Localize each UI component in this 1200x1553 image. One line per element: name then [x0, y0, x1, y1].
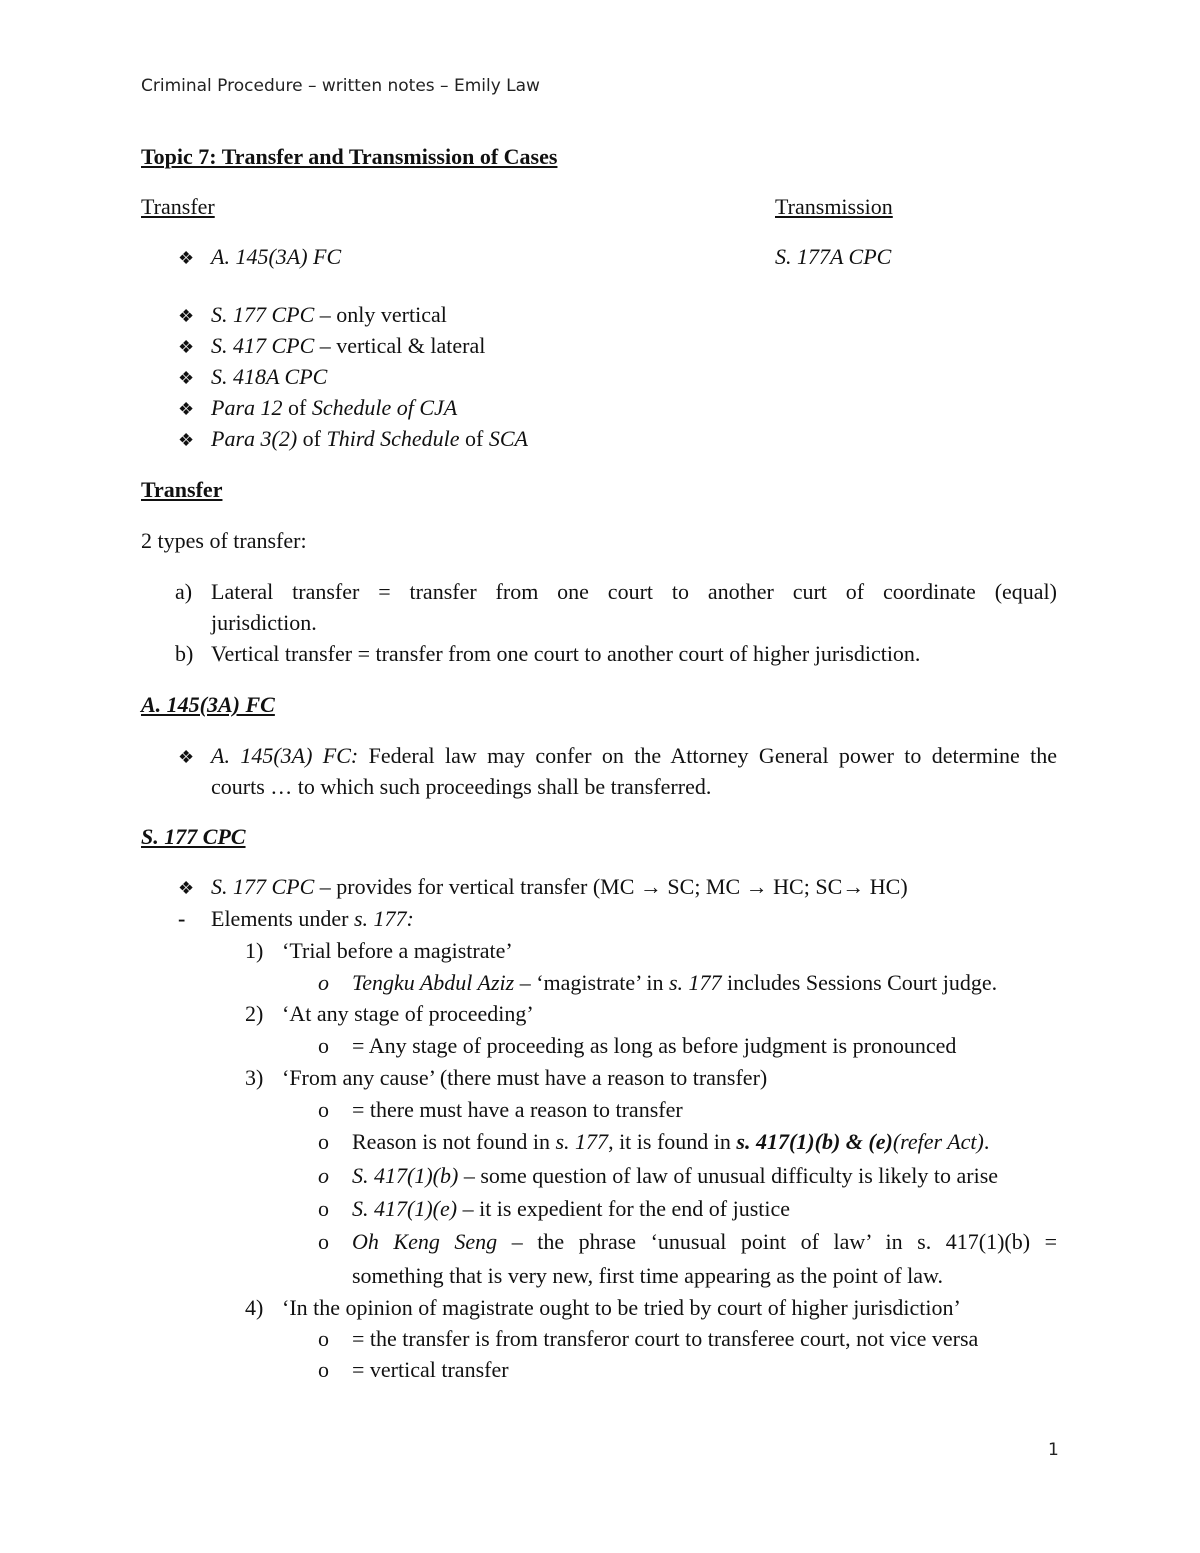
- list-marker: a): [175, 579, 193, 604]
- lateral-transfer-line: Lateral transfer = transfer from one court to another curt of coordinate (equal): [211, 579, 1057, 604]
- list-marker: b): [175, 641, 194, 666]
- transfer-list-ref: S. 418A CPC: [211, 364, 328, 389]
- element-sub-text: = Any stage of proceeding as long as before judgment is pronounced: [352, 1033, 957, 1058]
- transfer-list-item: [178, 243, 194, 272]
- s177-bullet-text: S. 177 CPC – provides for vertical transfer (MC → SC; MC → HC; SC→ HC): [211, 874, 908, 899]
- element-number: 1): [245, 938, 264, 963]
- a145-text-line2: courts … to which such proceedings shall be transferred.: [211, 774, 712, 799]
- bullet-diamond-icon: ❖: [178, 747, 195, 767]
- transfer-list-item: [178, 425, 194, 454]
- a145-bullet: [178, 742, 194, 771]
- dash-icon: -: [178, 906, 186, 931]
- transfer-list-item: [178, 332, 194, 361]
- bullet-diamond-icon: ❖: [178, 248, 195, 268]
- transfer-list-item: [178, 394, 194, 423]
- bullet-diamond-icon: ❖: [178, 399, 195, 419]
- vertical-transfer-line: Vertical transfer = transfer from one court to another court of higher jurisdiction.: [211, 641, 921, 666]
- element-sub-text: Reason is not found in s. 177, it is found in s. 417(1)(b) & (e)(refer Act).: [352, 1129, 990, 1154]
- section-heading-a145: A. 145(3A) FC: [141, 692, 275, 717]
- sub-bullet-icon: o: [318, 970, 329, 995]
- sub-bullet-icon: o: [318, 1129, 329, 1154]
- element-text: ‘In the opinion of magistrate ought to be tried by court of higher jurisdiction’: [282, 1295, 961, 1320]
- transmission-column-heading: Transmission: [775, 194, 893, 219]
- transfer-list-ref: A. 145(3A) FC: [211, 244, 342, 269]
- sub-bullet-icon: o: [318, 1033, 329, 1058]
- bullet-diamond-icon: ❖: [178, 878, 195, 898]
- sub-bullet-icon: o: [318, 1163, 329, 1188]
- topic-title: Topic 7: Transfer and Transmission of Cases: [141, 144, 558, 169]
- element-sub-text: S. 417(1)(b) – some question of law of unusual difficulty is likely to arise: [352, 1163, 999, 1188]
- bullet-diamond-icon: ❖: [178, 430, 195, 450]
- lateral-transfer-line2: jurisdiction.: [211, 610, 317, 635]
- page-header: Criminal Procedure – written notes – Emily Law: [141, 76, 540, 96]
- transfer-list-item: [178, 363, 194, 392]
- bullet-diamond-icon: ❖: [178, 306, 195, 326]
- element-number: 2): [245, 1001, 264, 1026]
- sub-bullet-icon: o: [318, 1229, 329, 1254]
- page-number: 1: [1048, 1440, 1059, 1460]
- element-text: ‘At any stage of proceeding’: [282, 1001, 534, 1026]
- element-sub-text: = the transfer is from transferor court to transferee court, not vice versa: [352, 1326, 979, 1351]
- sub-bullet-icon: o: [318, 1326, 329, 1351]
- sub-bullet-icon: o: [318, 1196, 329, 1221]
- sub-bullet-icon: o: [318, 1097, 329, 1122]
- transfer-list-text: Para 3(2) of Third Schedule of SCA: [211, 426, 528, 451]
- element-sub-text: Oh Keng Seng – the phrase ‘unusual point of law’ in s. 417(1)(b) =: [352, 1229, 1058, 1254]
- transfer-list-item: [178, 301, 194, 330]
- element-sub-text-line2: something that is very new, first time appearing as the point of law.: [352, 1263, 944, 1288]
- s177-bullet: [178, 873, 194, 902]
- section-heading-s177: S. 177 CPC: [141, 824, 246, 849]
- sub-bullet-icon: o: [318, 1357, 329, 1382]
- transmission-item: S. 177A CPC: [775, 244, 892, 269]
- elements-intro: Elements under s. 177:: [211, 906, 414, 931]
- transfer-column-heading: Transfer: [141, 194, 215, 219]
- element-number: 3): [245, 1065, 264, 1090]
- transfer-list-text: Para 12 of Schedule of CJA: [211, 395, 458, 420]
- bullet-diamond-icon: ❖: [178, 368, 195, 388]
- transfer-list-text: S. 417 CPC – vertical & lateral: [211, 333, 486, 358]
- transfer-list-text: S. 177 CPC – only vertical: [211, 302, 447, 327]
- bullet-diamond-icon: ❖: [178, 337, 195, 357]
- element-sub-text: = there must have a reason to transfer: [352, 1097, 683, 1122]
- transfer-intro: 2 types of transfer:: [141, 528, 307, 553]
- a145-text-line1: A. 145(3A) FC: Federal law may confer on the Attorney General power to determine the: [211, 743, 1058, 768]
- element-text: ‘From any cause’ (there must have a reason to transfer): [282, 1065, 768, 1090]
- element-text: ‘Trial before a magistrate’: [282, 938, 513, 963]
- element-sub-text: Tengku Abdul Aziz – ‘magistrate’ in s. 177 includes Sessions Court judge.: [352, 970, 998, 995]
- section-heading-transfer: Transfer: [141, 477, 223, 502]
- element-sub-text: = vertical transfer: [352, 1357, 509, 1382]
- element-sub-text: S. 417(1)(e) – it is expedient for the end of justice: [352, 1196, 791, 1221]
- element-number: 4): [245, 1295, 264, 1320]
